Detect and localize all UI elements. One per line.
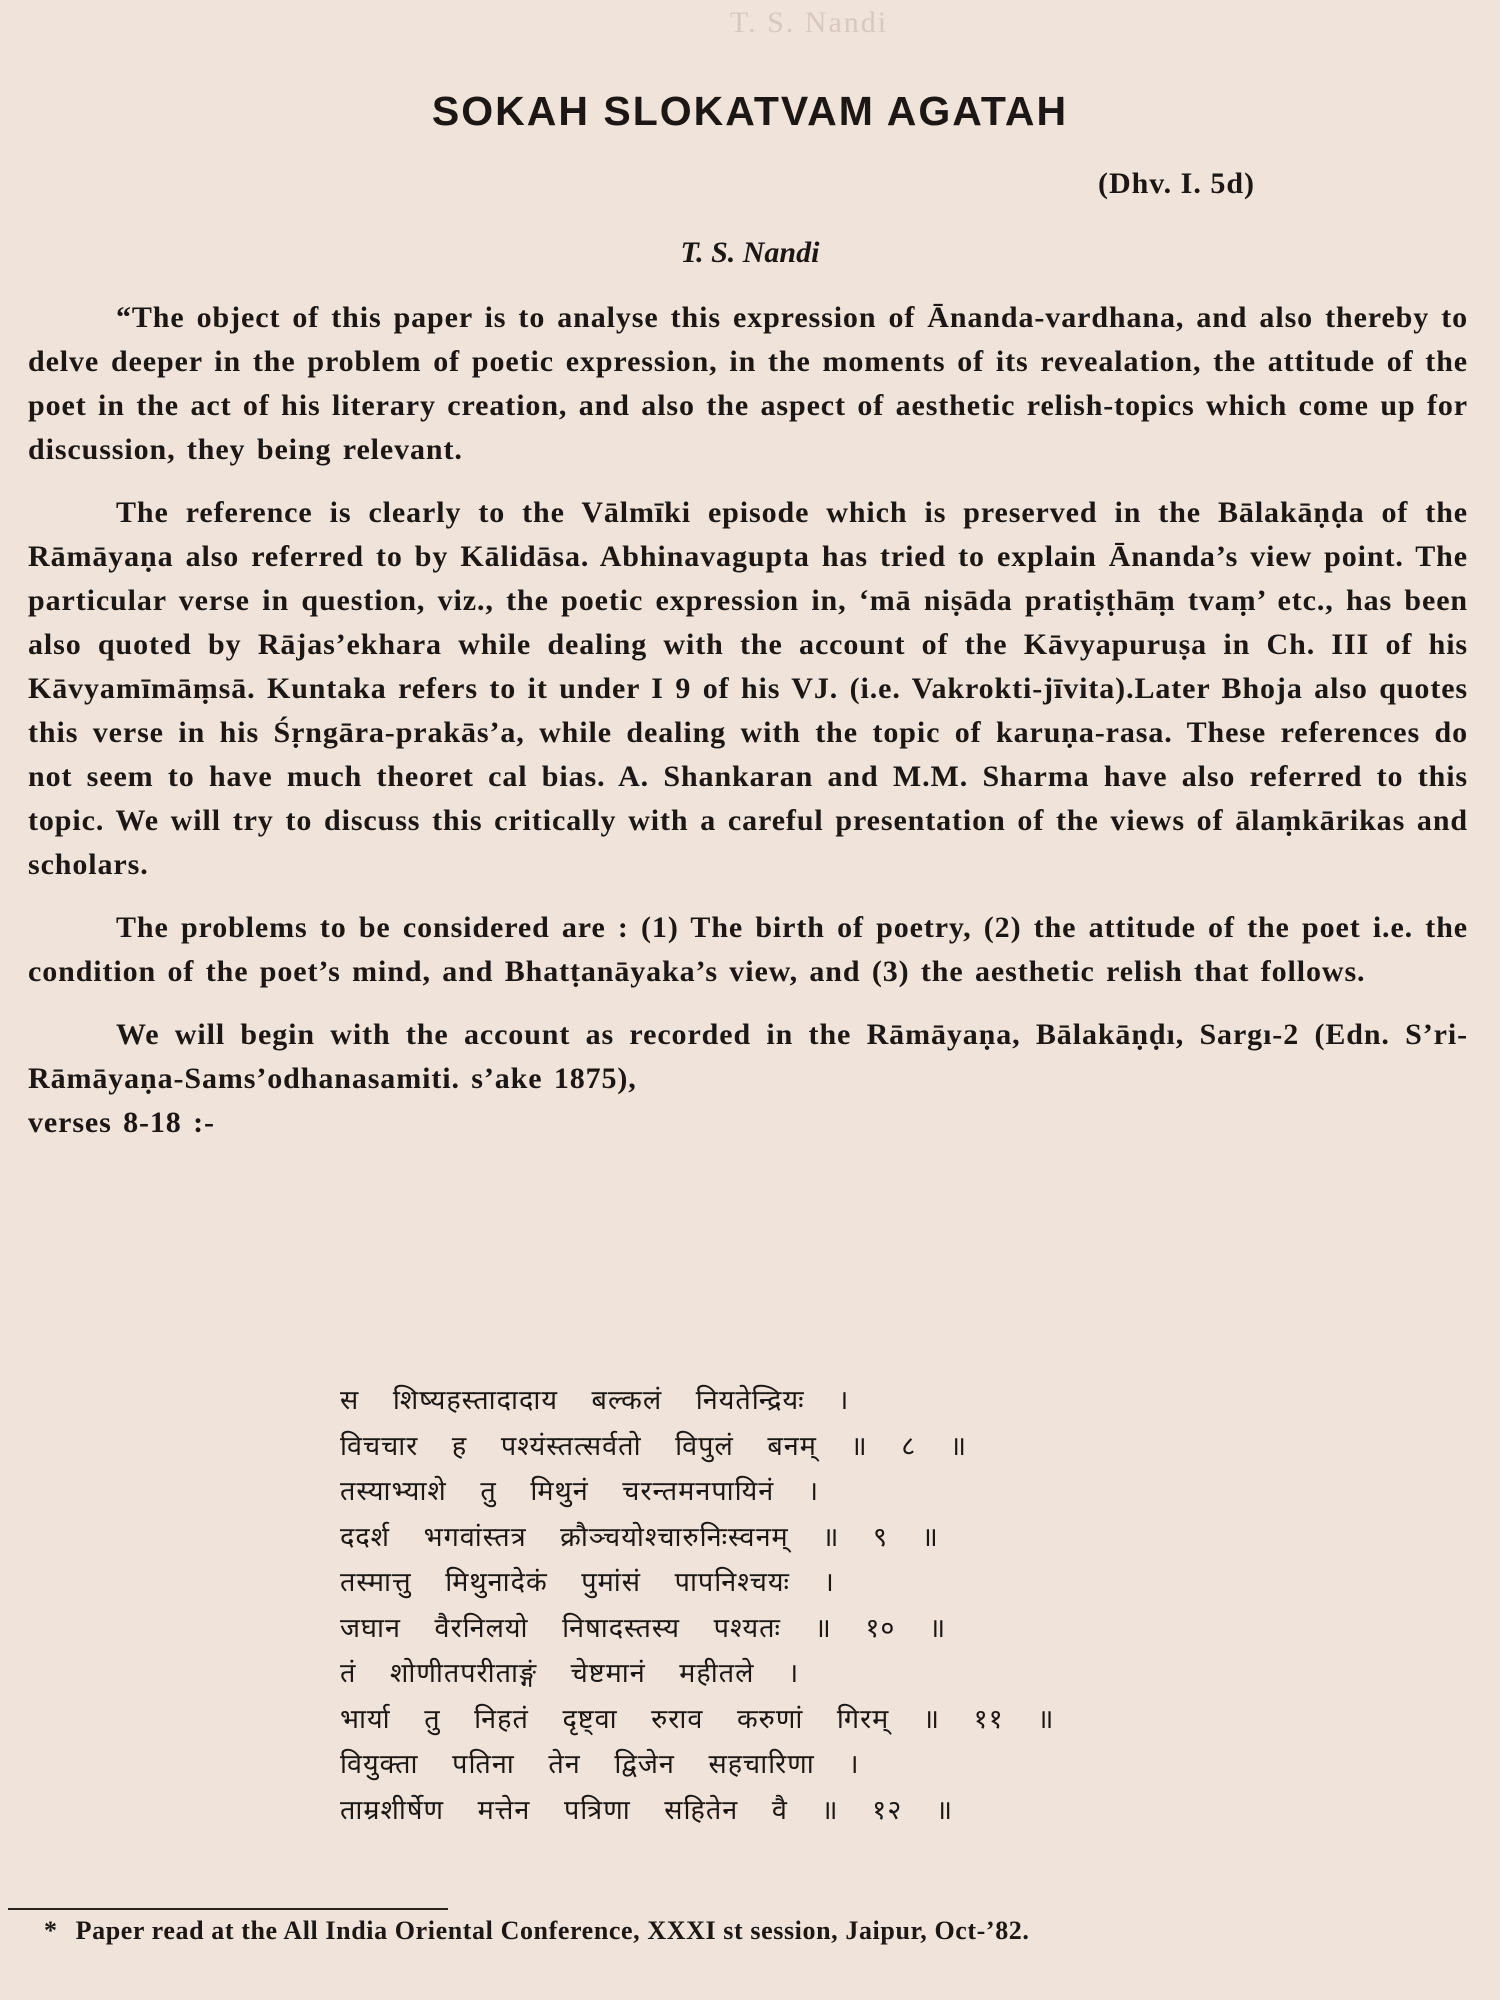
footnote-marker: * [44, 1916, 58, 1945]
sanskrit-verses [340, 1378, 1240, 1833]
verse-line: ददर्श भगवांस्तत्र क्रौञ्चयोश्चारुनिःस्वनम् ॥ ९ ॥ [340, 1521, 939, 1553]
paragraph-problems: The problems to be considered are : (1) The birth of poetry, (2) the attitude of the poet i.e. the condition of the poet’s mind, and Bhatṭanāyaka’s view, and (3) the aesthetic relish that follows. [28, 911, 1468, 988]
footnote-text: Paper read at the All India Oriental Conference, XXXI st session, Jaipur, Oct-’82. [75, 1916, 1030, 1945]
verses-intro: verses 8-18 :- [28, 1106, 215, 1139]
footnote-divider [8, 1908, 448, 1910]
verse-line: तं शोणीतपरीताङ्गं चेष्टमानं महीतले । [340, 1658, 800, 1689]
verse-line: जघान वैरनिलयो निषादस्तस्य पश्यतः ॥ १० ॥ [340, 1612, 947, 1644]
verse-line: तस्याभ्याशे तु मिथुनं चरन्तमनपायिनं । [340, 1476, 820, 1507]
body-text [28, 296, 1468, 1145]
source-reference: (Dhv. I. 5d) [1097, 167, 1255, 200]
author-name: T. S. Nandi [680, 236, 820, 269]
verse-line: वियुक्ता पतिना तेन द्विजेन सहचारिणा । [340, 1749, 860, 1780]
verse-line: ताम्रशीर्षेण मत्तेन पत्रिणा सहितेन वै ॥ १२ ॥ [340, 1794, 954, 1826]
paragraph-abstract: “The object of this paper is to analyse this expression of Ānanda-vardhana, and also thereby to delve deeper in the problem of poetic expression, in the moments of its revealation, the attitude of the poet in the act of his literary creation, and also the aspect of aesthetic relish-topics which come up for discussion, they being relevant. [28, 301, 1468, 466]
running-head: T. S. Nandi [730, 6, 889, 39]
paragraph-account: We will begin with the account as recorded in the Rāmāyaṇa, Bālakāṇḍı, Sargı-2 (Edn. S’ri-Rāmāyaṇa-Sams’odhanasamiti. s’ake 1875), [28, 1018, 1468, 1095]
paper-title: SOKAH SLOKATVAM AGATAH [431, 88, 1069, 134]
verse-line: तस्मात्तु मिथुनादेकं पुमांसं पापनिश्चयः । [340, 1567, 835, 1598]
verse-line: विचचार ह पश्यंस्तत्सर्वतो विपुलं बनम् ॥ ८ ॥ [340, 1430, 968, 1462]
verse-line: स शिष्यहस्तादादाय बल्कलं नियतेन्द्रियः । [340, 1385, 850, 1416]
verse-line: भार्या तु निहतं दृष्ट्वा रुराव करुणां गिरम् ॥ ११ ॥ [340, 1703, 1055, 1735]
footnote [44, 1916, 1030, 1946]
paragraph-reference: The reference is clearly to the Vālmīki episode which is preserved in the Bālakāṇḍa of the Rāmāyaṇa also referred to by Kālidāsa. Abhinavagupta has tried to explain Ānanda’s view point. The particular verse in question, viz., the poetic expression in, ‘mā niṣāda pratiṣṭhāṃ tvaṃ’ etc., has been also quoted by Rājas’ekhara while dealing with the account of the Kāvyapuruṣa in Ch. III of his Kāvyamīmāṃsā. Kuntaka refers to it under I 9 of his VJ. (i.e. Vakrokti-jīvita).Later Bhoja also quotes this verse in his Śṛngāra-prakās’a, while dealing with the topic of karuṇa-rasa. These references do not seem to have much theoret cal bias. A. Shankaran and M.M. Sharma have also referred to this topic. We will try to discuss this critically with a careful presentation of the views of ālaṃkārikas and scholars. [28, 496, 1468, 881]
